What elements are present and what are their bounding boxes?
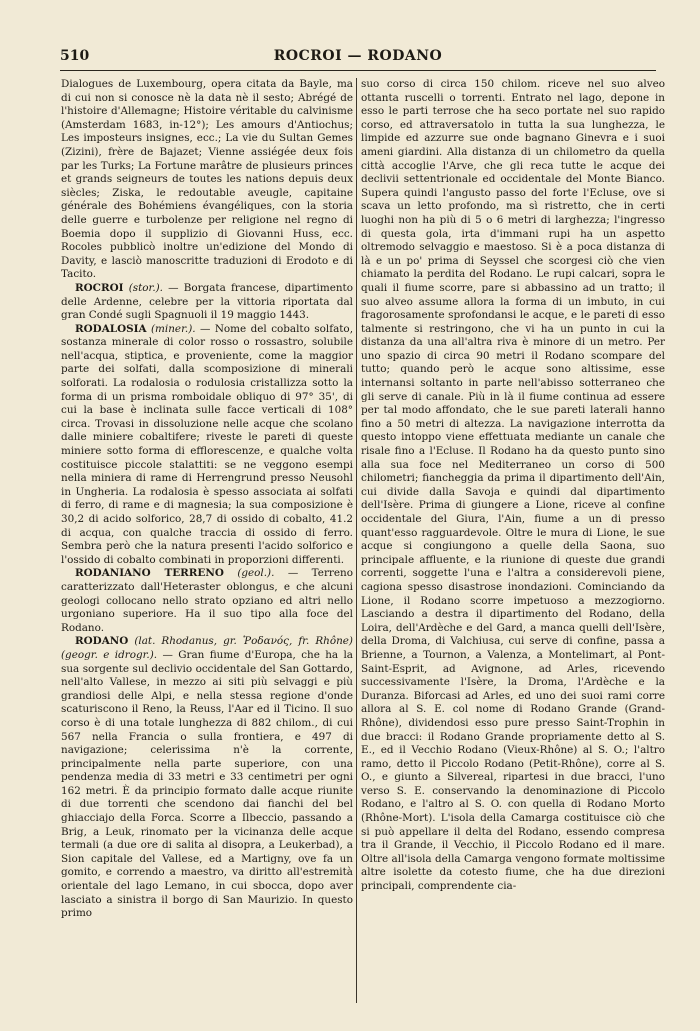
rodano-continued-text: suo corso di circa 150 chilom. riceve nel suo alveo ottanta ruscelli o torrenti. Entrato nel lago, depone in esso le parti terrose che ha seco portate nel suo rapido corso, ed attraversatolo in tutta la sua lunghezza, le limpide ed azzurre sue onde bagnano Ginevra e i suoi ameni giardini. Alla distanza di un chilometro da quella città accoglie l'Arve, che gli reca tutte le acque dei declivii settentrionale ed occidentale del Monte Bianco. Supera quindi l'angusto passo del forte l'Ecluse, ove si scava un letto profondo, ma sì ristretto, che in certi luoghi non ha più di 5 o 6 metri di larghezza; l'ingresso di questa gola, irta d'immani rupi ha un aspetto oltremodo selvaggio e maestoso. Si è a poca distanza di là e un po' prima di Seyssel che scorgesi ciò che vien chiamato la perdita del Rodano. Le rupi calcari, sopra le quali il fiume scorre, pare si abbassino ad un tratto; il suo alveo assume allora la forma di un imbuto, in cui fragorosamente sprofondansi le acque, e le pareti di esso talmente si restringono, che vi ha un punto in cui la distanza da una all'altra riva è minore di un metro. Per uno spazio di circa 90 metri il Rodano scompare del tutto; quando però le acque sono altissime, esse internansi soltanto in parte nell'abisso sotterraneo che gli serve di canale. Più in là il fiume continua ad essere per tal modo affondato, che le sue pareti laterali hanno fino a 50 metri di altezza. La navigazione interrotta da questo intoppo viene effettuata mediante un canale che risale fino a l'Ecluse. Il Rodano ha da questo punto sino alla sua foce nel Mediterraneo un corso di 500 chilometri; fiancheggia da prima il dipartimento dell'Ain, cui divide dalla Savoja e quindi dal dipartimento dell'Isère. Prima di giungere a Lione, riceve al confine occidentale del Giura, l'Ain, fiume a un di presso quant'esso ragguardevole. Oltre le mura di Lione, le sue acque si congiungono a quelle della Saona, suo principale affluente, e la riunione di queste due grandi correnti, soggette l'una e l'altra a considerevoli piene, cagiona spesso disastrose inondazioni. Cominciando da Lione, il Rodano scorre impetuoso a mezzogiorno. Lasciando a destra il dipartimento del Rodano, della Loira, dell'Ardèche e del Gard, a manca quelli dell'Isère, della Droma, di Valchiusa, cui serve di confine, passa a Brienne, a Tournon, a Valenza, a Montelimart, al Pont-Saint-Esprit, ad Avignone, ad Arles, ricevendo successivamente l'Isère, la Droma, l'Ardèche e la Duranza. Biforcasi ad Arles, ed uno dei suoi rami corre allora al S. E. col nome di Rodano Grande (Grand-Rhône), dividendosi esso pure presso Saint-Trophin in due bracci: il Rodano Grande propriamente detto al S. E., ed il Vecchio Rodano (Vieux-Rhône) al S. O.; l'altro ramo, detto il Piccolo Rodano (Petit-Rhône), corre al S. O., e giunto a Silvereal, ripartesi in due bracci, l'uno verso S. E. conservando la denominazione di Piccolo Rodano, e l'altro al S. O. con quella di Rodano Morto (Rhône-Mort). L'isola della Camarga costituisce ciò che si può appellare il delta del Rodano, essendo compresa tra il Grande, il Vecchio, il Piccolo Rodano ed il mare. Oltre all'isola della Camarga vengono formate moltissime altre isolette da cotesto fiume, che ha due direzioni principali, comprendente cia- (361, 78, 665, 893)
page-header (60, 48, 656, 68)
headword: RODALOSIA (75, 322, 147, 335)
continued-paragraph: Dialogues de Luxembourg, opera citata da Bayle, ma di cui non si conosce nè la data nè il sesto; Abrégé de l'histoire d'Allemagne; Histoire véritable du calvinisme (Amsterdam 1683, in-12°); Les amours d'Antiochus; Les imposteurs insignes, ecc.; La vie du Sultan Gemes (Zizini), frère de Bajazet; Vienne assiégée deux fois par les Turks; La Fortune marâtre de plusieurs princes et grands seigneurs de toutes les nations depuis deux siècles; Ziska, le redoutable aveugle, capitaine générale des Bohémiens évangéliques, con la storia delle guerre e turbolenze per religione nel regno di Boemia dopo il supplizio di Giovanni Huss, ecc. Rocoles pubblicò inoltre un'edizione del Mondo di Davity, e lasciò manoscritte traduzioni di Erodoto e di Tacito. (61, 78, 353, 281)
entry-rodaniano-terreno (61, 567, 353, 635)
column-divider (356, 78, 357, 1003)
headword: RODANO (75, 635, 129, 648)
entry-rodano (61, 635, 353, 920)
entry-text: — Terreno caratterizzato dall'Heteraster oblongus, e che alcuni geologi collocano nello strato opziano ed altri nello urgoniano superiore. Ha il suo tipo alla foce del Rodano. (61, 567, 353, 634)
entry-tag: (stor.). (128, 281, 163, 294)
header-rule (60, 70, 656, 71)
entry-tag: (lat. Rhodanus, gr. Ῥοδανός, fr. Rhône) (geogr. e idrogr.). (61, 635, 353, 661)
headword: ROCROI (75, 281, 124, 294)
page-number: 510 (60, 48, 90, 64)
entry-text: — Borgata francese, dipartimento delle Ardenne, celebre per la vittoria riportata dal gran Condé sugli Spagnuoli il 19 maggio 1443. (61, 281, 353, 322)
entry-text: — Gran fiume d'Europa, che ha la sua sorgente sul declivio occidentale del San Gottardo, nell'alto Vallese, in mezzo ai siti più selvaggi e più grandiosi delle Alpi, e nella stessa regione d'onde scaturiscono il Reno, la Reuss, l'Aar ed il Ticino. Il suo corso è di una totale lunghezza di 882 chilom., di cui 567 nella Francia o sulla frontiera, e 497 di navigazione; celerissima n'è la corrente, principalmente nella parte superiore, con una pendenza media di 33 metri e 33 centimetri per ogni 162 metri. È da principio formato dalle acque riunite di due torrenti che scendono dai fianchi del bel ghiacciajo della Forca. Scorre a Ilbeccio, passando a Brig, a Leuk, rinomato per la vicinanza delle acque termali (a due ore di salita al disopra, a Leukerbad), a Sion capitale del Vallese, ed a Martigny, ove fa un gomito, e correndo a maestro, va diritto all'estremità orientale del lago Lemano, in cui sbocca, dopo aver lasciato a sinistra il borgo di San Maurizio. In questo primo (61, 648, 353, 920)
entry-rocroi (61, 282, 353, 323)
running-head: ROCROI — RODANO (273, 48, 443, 64)
left-column (61, 78, 353, 921)
entry-tag: (miner.). (151, 322, 196, 335)
entry-rodalosia (61, 323, 353, 568)
entry-tag: (geol.). (237, 567, 275, 580)
entry-text: — Nome del cobalto solfato, sostanza minerale di color rosso o rossastro, solubile nell'acqua, stiptica, e proveniente, come la maggior parte dei solfati, dalla scomposizione di minerali solforati. La rodalosia o rodulosia cristallizza sotto la forma di un prisma romboidale obliquo di 97° 35', di cui la base è inclinata sulle facce verticali di 108° circa. Trovasi in dissoluzione nelle acque che scolano dalle miniere cobaltifere; riveste le pareti di queste miniere sotto forma di efflorescenze, e qualche volta costituisce piccole stalattiti: se ne veggono esempi nella miniera di rame di Herrengrund presso Neusohl in Ungheria. La rodalosia è spesso associata ai solfati di ferro, di rame e di magnesia; la sua composizione è 30,2 di acido solforico, 28,7 di ossido di cobalto, 41.2 di acqua, con qualche traccia di ossido di ferro. Sembra però che la natura presenti l'acido solforico e l'ossido di cobalto combinati in proporzioni differenti. (61, 322, 353, 566)
right-column (361, 78, 665, 894)
headword: RODANIANO TERRENO (75, 567, 224, 580)
